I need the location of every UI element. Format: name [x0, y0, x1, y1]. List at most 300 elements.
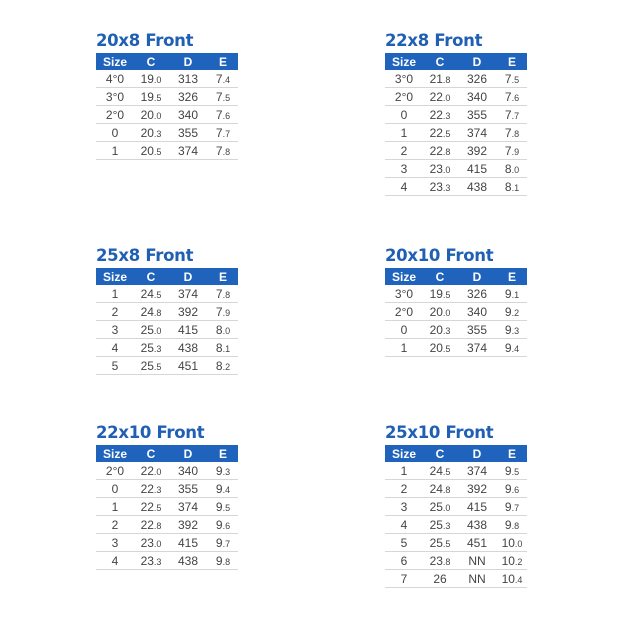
- header-row: [385, 445, 527, 462]
- cell-c-decimal: .8: [442, 146, 451, 157]
- table-row: [96, 88, 238, 106]
- table-row: [385, 160, 527, 178]
- table-title: 25x10 Front: [385, 423, 494, 442]
- cell-c-whole: 20: [140, 125, 154, 140]
- cell-c: [423, 516, 457, 534]
- cell-e-decimal: .3: [222, 466, 231, 477]
- cell-size: 2°0: [385, 88, 423, 106]
- cell-e: [497, 516, 527, 534]
- cell-c-whole: 20: [140, 143, 154, 158]
- cell-c: [423, 285, 457, 303]
- cell-e-whole: 7: [215, 125, 223, 140]
- cell-size: 0: [385, 321, 423, 339]
- cell-c: [423, 534, 457, 552]
- cell-e-decimal: .5: [511, 466, 520, 477]
- cell-d: 392: [457, 480, 497, 498]
- cell-e-decimal: .9: [511, 146, 520, 157]
- cell-size: 1: [96, 142, 134, 160]
- cell-c-decimal: .0: [442, 307, 451, 318]
- cell-e-whole: 9: [504, 322, 512, 337]
- column-header-c: C: [134, 445, 168, 462]
- header-row: [385, 53, 527, 70]
- cell-size: 5: [96, 357, 134, 375]
- cell-e-decimal: .0: [514, 538, 523, 549]
- cell-e-decimal: .5: [222, 502, 231, 513]
- cell-size: 3°0: [385, 285, 423, 303]
- cell-c-whole: 25: [429, 499, 443, 514]
- cell-c-decimal: .5: [153, 502, 162, 513]
- cell-c: [134, 534, 168, 552]
- cell-c-decimal: .8: [153, 307, 162, 318]
- table-block: [385, 246, 527, 357]
- cell-c-whole: 20: [140, 107, 154, 122]
- cell-c: [423, 124, 457, 142]
- cell-c-whole: 26: [433, 571, 447, 586]
- cell-size: 5: [385, 534, 423, 552]
- cell-c: [134, 303, 168, 321]
- table-row: [96, 516, 238, 534]
- cell-size: 4: [96, 339, 134, 357]
- cell-c: [423, 160, 457, 178]
- table-row: [96, 70, 238, 88]
- table-row: [96, 498, 238, 516]
- cell-size: 1: [96, 285, 134, 303]
- column-header-e: E: [497, 53, 527, 70]
- cell-e-whole: 10: [501, 571, 515, 586]
- cell-e-whole: 7: [504, 107, 512, 122]
- column-header-d: D: [457, 53, 497, 70]
- column-header-d: D: [168, 268, 208, 285]
- cell-e-decimal: .6: [511, 484, 520, 495]
- cell-size: 4: [385, 178, 423, 196]
- table-block: [385, 423, 527, 588]
- cell-e-decimal: .0: [222, 325, 231, 336]
- column-header-c: C: [423, 53, 457, 70]
- table-row: [385, 534, 527, 552]
- cell-size: 3: [96, 321, 134, 339]
- cell-c-decimal: .5: [442, 289, 451, 300]
- cell-c-decimal: .8: [442, 556, 451, 567]
- cell-e: [208, 285, 238, 303]
- table-row: [96, 552, 238, 570]
- cell-c-decimal: .0: [442, 92, 451, 103]
- cell-e: [208, 462, 238, 480]
- cell-e: [208, 142, 238, 160]
- cell-e-whole: 9: [215, 481, 223, 496]
- cell-c: [134, 339, 168, 357]
- table-block: [96, 423, 238, 570]
- cell-c: [423, 480, 457, 498]
- cell-d: 438: [168, 339, 208, 357]
- table-row: [385, 552, 527, 570]
- table-block: [96, 246, 238, 375]
- cell-e: [497, 480, 527, 498]
- cell-e-decimal: .5: [511, 74, 520, 85]
- cell-c-decimal: .3: [153, 343, 162, 354]
- cell-c-whole: 24: [140, 286, 154, 301]
- header-row: [385, 268, 527, 285]
- cell-c-decimal: .3: [153, 556, 162, 567]
- cell-e-whole: 9: [215, 499, 223, 514]
- cell-e-whole: 9: [504, 304, 512, 319]
- table-row: [385, 462, 527, 480]
- cell-d: 374: [168, 498, 208, 516]
- column-header-c: C: [423, 445, 457, 462]
- cell-e-decimal: .2: [222, 361, 231, 372]
- cell-e-whole: 9: [504, 517, 512, 532]
- column-header-d: D: [457, 268, 497, 285]
- cell-e-decimal: .8: [222, 146, 231, 157]
- cell-e-decimal: .7: [222, 128, 231, 139]
- cell-c: [134, 498, 168, 516]
- table-row: [96, 480, 238, 498]
- cell-c-decimal: .8: [442, 484, 451, 495]
- column-header-e: E: [208, 445, 238, 462]
- cell-e-decimal: .9: [222, 307, 231, 318]
- cell-e-decimal: .1: [511, 182, 520, 193]
- cell-d: 340: [457, 303, 497, 321]
- table-row: [385, 70, 527, 88]
- cell-c-decimal: .3: [153, 128, 162, 139]
- cell-c-decimal: .0: [442, 164, 451, 175]
- table-row: [96, 285, 238, 303]
- cell-e: [208, 124, 238, 142]
- cell-c: [423, 303, 457, 321]
- column-header-c: C: [134, 268, 168, 285]
- cell-c-decimal: .0: [153, 325, 162, 336]
- cell-e: [497, 498, 527, 516]
- cell-c-whole: 24: [140, 304, 154, 319]
- cell-size: 2°0: [96, 462, 134, 480]
- cell-d: 355: [168, 124, 208, 142]
- cell-c-whole: 22: [429, 107, 443, 122]
- table-block: [96, 31, 238, 160]
- cell-e-whole: 9: [504, 481, 512, 496]
- cell-e: [497, 88, 527, 106]
- cell-e: [208, 534, 238, 552]
- size-table: [385, 53, 527, 196]
- cell-c: [423, 570, 457, 588]
- cell-d: 355: [457, 321, 497, 339]
- cell-e-whole: 7: [504, 143, 512, 158]
- cell-e-decimal: .3: [511, 325, 520, 336]
- cell-e-whole: 8: [215, 322, 223, 337]
- cell-c: [134, 106, 168, 124]
- cell-d: 451: [457, 534, 497, 552]
- cell-e: [208, 321, 238, 339]
- cell-size: 1: [385, 339, 423, 357]
- cell-e: [208, 552, 238, 570]
- table-row: [96, 339, 238, 357]
- cell-e-decimal: .8: [511, 128, 520, 139]
- cell-c-whole: 23: [140, 553, 154, 568]
- cell-c-whole: 23: [429, 161, 443, 176]
- cell-d: 438: [457, 516, 497, 534]
- cell-c-decimal: .5: [442, 538, 451, 549]
- cell-e-whole: 7: [215, 286, 223, 301]
- cell-e-whole: 8: [215, 358, 223, 373]
- table-row: [96, 142, 238, 160]
- cell-c-decimal: .8: [153, 520, 162, 531]
- cell-c-decimal: .5: [442, 128, 451, 139]
- cell-c-decimal: .5: [442, 343, 451, 354]
- cell-e-whole: 9: [504, 463, 512, 478]
- cell-e-decimal: .4: [514, 574, 523, 585]
- cell-c-whole: 22: [140, 463, 154, 478]
- cell-c-whole: 22: [140, 481, 154, 496]
- cell-d: 374: [457, 462, 497, 480]
- cell-e-whole: 9: [215, 463, 223, 478]
- cell-e-whole: 9: [504, 499, 512, 514]
- cell-size: 3°0: [385, 70, 423, 88]
- cell-c-decimal: .5: [153, 289, 162, 300]
- header-row: [96, 445, 238, 462]
- cell-d: 326: [168, 88, 208, 106]
- cell-e-decimal: .8: [222, 289, 231, 300]
- cell-size: 4°0: [96, 70, 134, 88]
- cell-e-whole: 9: [215, 517, 223, 532]
- cell-c: [134, 462, 168, 480]
- column-header-e: E: [497, 268, 527, 285]
- cell-c-whole: 25: [429, 517, 443, 532]
- cell-size: 2: [96, 303, 134, 321]
- cell-e-whole: 7: [215, 89, 223, 104]
- cell-d: 415: [168, 534, 208, 552]
- cell-e: [497, 70, 527, 88]
- cell-size: 2°0: [385, 303, 423, 321]
- cell-c-decimal: .5: [442, 466, 451, 477]
- cell-c-whole: 24: [429, 463, 443, 478]
- cell-e-whole: 7: [215, 107, 223, 122]
- cell-e: [497, 142, 527, 160]
- cell-c: [134, 142, 168, 160]
- cell-c-whole: 23: [429, 553, 443, 568]
- cell-d: NN: [457, 570, 497, 588]
- cell-d: 340: [168, 106, 208, 124]
- cell-c: [134, 480, 168, 498]
- column-header-size: Size: [96, 445, 134, 462]
- cell-c: [423, 142, 457, 160]
- cell-c: [423, 106, 457, 124]
- table-row: [96, 357, 238, 375]
- cell-e-whole: 7: [215, 71, 223, 86]
- cell-e-whole: 9: [504, 286, 512, 301]
- cell-e-decimal: .4: [511, 343, 520, 354]
- cell-e: [497, 570, 527, 588]
- cell-d: NN: [457, 552, 497, 570]
- table-row: [385, 303, 527, 321]
- cell-size: 1: [385, 462, 423, 480]
- column-header-d: D: [168, 445, 208, 462]
- cell-c-whole: 24: [429, 481, 443, 496]
- cell-c-whole: 19: [429, 286, 443, 301]
- cell-e-decimal: .6: [222, 520, 231, 531]
- size-table: [385, 445, 527, 588]
- cell-d: 415: [457, 498, 497, 516]
- table-row: [385, 142, 527, 160]
- cell-d: 340: [168, 462, 208, 480]
- column-header-size: Size: [385, 53, 423, 70]
- cell-size: 6: [385, 552, 423, 570]
- cell-e: [208, 106, 238, 124]
- header-row: [96, 53, 238, 70]
- cell-e: [497, 534, 527, 552]
- size-table: [385, 268, 527, 357]
- cell-e: [497, 106, 527, 124]
- cell-e-whole: 10: [501, 535, 515, 550]
- cell-e: [497, 303, 527, 321]
- cell-c: [423, 498, 457, 516]
- table-title: 20x8 Front: [96, 31, 194, 50]
- cell-d: 340: [457, 88, 497, 106]
- column-header-e: E: [208, 268, 238, 285]
- cell-c: [423, 70, 457, 88]
- cell-c-whole: 19: [140, 89, 154, 104]
- cell-c-decimal: .0: [442, 502, 451, 513]
- cell-c-whole: 22: [429, 125, 443, 140]
- cell-c-decimal: .0: [153, 74, 162, 85]
- cell-e: [208, 516, 238, 534]
- table-row: [385, 339, 527, 357]
- cell-d: 326: [457, 70, 497, 88]
- cell-d: 355: [168, 480, 208, 498]
- cell-c-decimal: .3: [442, 182, 451, 193]
- cell-c-decimal: .5: [153, 361, 162, 372]
- cell-c: [423, 552, 457, 570]
- cell-e-decimal: .8: [222, 556, 231, 567]
- cell-e: [497, 160, 527, 178]
- cell-d: 392: [457, 142, 497, 160]
- cell-c-whole: 25: [140, 340, 154, 355]
- table-row: [385, 321, 527, 339]
- cell-size: 4: [96, 552, 134, 570]
- cell-e: [497, 321, 527, 339]
- cell-c: [134, 516, 168, 534]
- cell-d: 415: [168, 321, 208, 339]
- table-row: [385, 498, 527, 516]
- table-row: [385, 570, 527, 588]
- cell-e: [208, 339, 238, 357]
- cell-e-decimal: .7: [222, 538, 231, 549]
- cell-size: 0: [385, 106, 423, 124]
- cell-size: 2: [385, 480, 423, 498]
- size-table: [96, 268, 238, 375]
- size-table: [96, 445, 238, 570]
- cell-c-decimal: .3: [442, 520, 451, 531]
- cell-d: 438: [457, 178, 497, 196]
- cell-e: [497, 339, 527, 357]
- cell-c-decimal: .0: [153, 466, 162, 477]
- cell-size: 3: [385, 498, 423, 516]
- cell-c-whole: 22: [140, 499, 154, 514]
- cell-d: 451: [168, 357, 208, 375]
- cell-e-whole: 7: [504, 125, 512, 140]
- cell-size: 1: [385, 124, 423, 142]
- cell-c-whole: 20: [429, 304, 443, 319]
- cell-c-decimal: .5: [153, 146, 162, 157]
- cell-size: 2: [385, 142, 423, 160]
- table-title: 22x8 Front: [385, 31, 483, 50]
- cell-e-whole: 7: [504, 89, 512, 104]
- cell-c-whole: 20: [429, 322, 443, 337]
- cell-d: 392: [168, 303, 208, 321]
- cell-e-whole: 10: [501, 553, 515, 568]
- cell-e-decimal: .7: [511, 502, 520, 513]
- cell-size: 3: [385, 160, 423, 178]
- cell-size: 7: [385, 570, 423, 588]
- cell-c-whole: 25: [140, 322, 154, 337]
- cell-e: [208, 357, 238, 375]
- cell-c: [134, 124, 168, 142]
- cell-c-decimal: .8: [442, 74, 451, 85]
- cell-c-whole: 20: [429, 340, 443, 355]
- size-table: [96, 53, 238, 160]
- cell-c-decimal: .3: [442, 110, 451, 121]
- cell-c-whole: 22: [140, 517, 154, 532]
- table-row: [385, 88, 527, 106]
- cell-c-decimal: .0: [153, 110, 162, 121]
- column-header-d: D: [168, 53, 208, 70]
- cell-e-whole: 9: [215, 535, 223, 550]
- cell-c: [423, 178, 457, 196]
- table-row: [96, 534, 238, 552]
- table-row: [96, 462, 238, 480]
- cell-size: 3°0: [96, 88, 134, 106]
- cell-d: 326: [457, 285, 497, 303]
- cell-c: [423, 462, 457, 480]
- table-row: [385, 285, 527, 303]
- cell-e: [497, 462, 527, 480]
- column-header-size: Size: [96, 53, 134, 70]
- cell-e: [208, 88, 238, 106]
- cell-d: 374: [168, 142, 208, 160]
- cell-d: 374: [457, 124, 497, 142]
- table-row: [385, 106, 527, 124]
- table-title: 22x10 Front: [96, 423, 205, 442]
- cell-c-whole: 19: [140, 71, 154, 86]
- table-row: [385, 516, 527, 534]
- table-row: [385, 178, 527, 196]
- cell-e-decimal: .6: [511, 92, 520, 103]
- cell-d: 438: [168, 552, 208, 570]
- cell-e-decimal: .8: [511, 520, 520, 531]
- cell-c: [134, 88, 168, 106]
- cell-e: [208, 303, 238, 321]
- cell-e-whole: 7: [504, 71, 512, 86]
- cell-size: 2°0: [96, 106, 134, 124]
- cell-c-decimal: .0: [153, 538, 162, 549]
- cell-c: [423, 339, 457, 357]
- cell-e-decimal: .6: [222, 110, 231, 121]
- cell-e-whole: 7: [215, 143, 223, 158]
- cell-e-whole: 9: [215, 553, 223, 568]
- cell-size: 4: [385, 516, 423, 534]
- cell-e-decimal: .0: [511, 164, 520, 175]
- cell-c: [134, 285, 168, 303]
- cell-c: [423, 321, 457, 339]
- cell-c: [134, 552, 168, 570]
- cell-e-decimal: .2: [511, 307, 520, 318]
- cell-c-whole: 23: [429, 179, 443, 194]
- table-row: [96, 106, 238, 124]
- cell-e-whole: 8: [504, 161, 512, 176]
- cell-c-decimal: .5: [153, 92, 162, 103]
- cell-c: [134, 70, 168, 88]
- column-header-size: Size: [385, 268, 423, 285]
- column-header-e: E: [208, 53, 238, 70]
- cell-c: [423, 88, 457, 106]
- cell-d: 415: [457, 160, 497, 178]
